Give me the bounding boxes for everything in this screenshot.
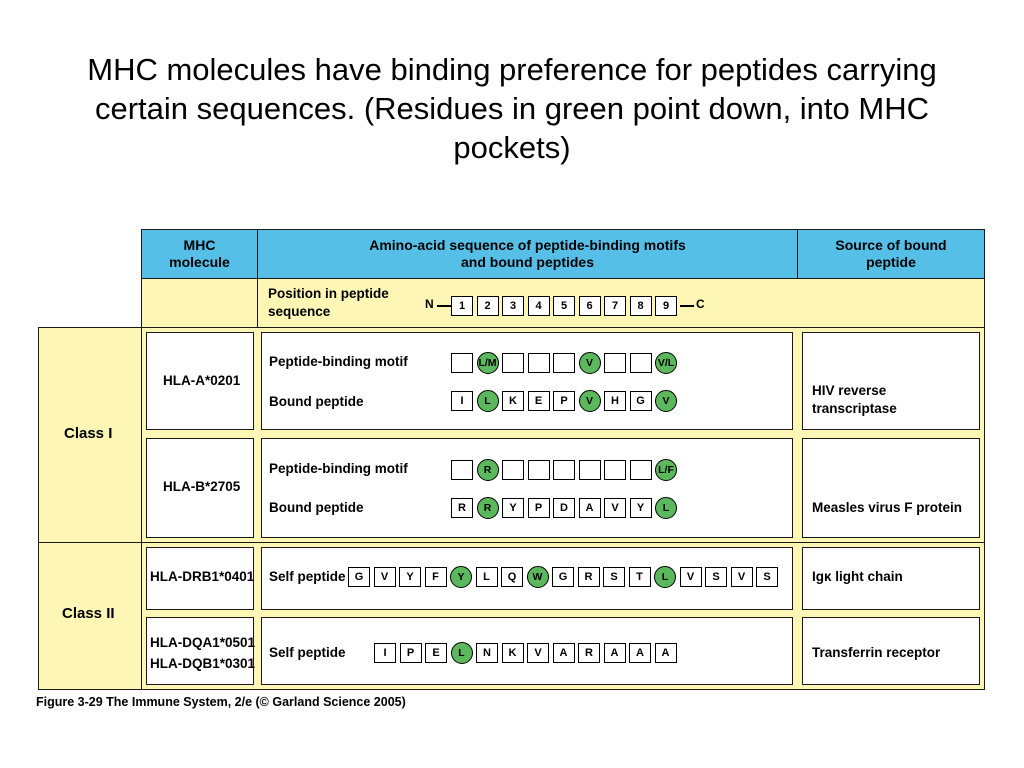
c-terminus-label: C	[696, 297, 705, 311]
anchor-residue: V	[579, 390, 601, 412]
residue-box	[451, 460, 473, 480]
residue-box: I	[374, 643, 396, 663]
residue-box: A	[579, 498, 601, 518]
residue-box: I	[451, 391, 473, 411]
residue-box: Y	[502, 498, 524, 518]
c-terminus-line	[680, 305, 694, 307]
row2-peptide-label: Bound peptide	[269, 500, 364, 515]
position-label: Position in peptide sequence	[268, 286, 389, 319]
residue-box	[502, 460, 524, 480]
anchor-residue: V	[579, 352, 601, 374]
position-box: 1	[451, 296, 473, 316]
row3-peptide-label: Self peptide	[269, 569, 346, 584]
residue-box: N	[476, 643, 498, 663]
row2-mhc-name: HLA-B*2705	[163, 479, 241, 494]
residue-box: V	[374, 567, 396, 587]
anchor-residue: R	[477, 459, 499, 481]
anchor-residue: L/M	[477, 352, 499, 374]
residue-box: F	[425, 567, 447, 587]
residue-box	[630, 353, 652, 373]
row4-peptide-sequence	[374, 643, 680, 663]
position-box: 7	[604, 296, 626, 316]
n-terminus-line	[437, 305, 451, 307]
row4-peptide-label: Self peptide	[269, 645, 346, 660]
row2-motif-sequence	[451, 460, 681, 480]
residue-box: R	[578, 643, 600, 663]
anchor-residue: L	[655, 497, 677, 519]
position-boxes	[451, 296, 681, 316]
residue-box: L	[476, 567, 498, 587]
anchor-residue: V	[655, 390, 677, 412]
residue-box: G	[552, 567, 574, 587]
residue-box: R	[451, 498, 473, 518]
row4-mhc-name-b: HLA-DQB1*0301	[150, 656, 256, 671]
anchor-residue: V/L	[655, 352, 677, 374]
row1-motif-sequence	[451, 353, 681, 373]
class-1-label: Class I	[64, 425, 113, 442]
residue-box	[604, 460, 626, 480]
row2-peptide-sequence	[451, 498, 681, 518]
row4-source: Transferrin receptor	[812, 645, 941, 660]
residue-box: E	[528, 391, 550, 411]
residue-box: P	[400, 643, 422, 663]
residue-box	[604, 353, 626, 373]
anchor-residue: W	[527, 566, 549, 588]
row1-source: HIV reverse transcriptase	[812, 383, 897, 416]
row1-motif-label: Peptide-binding motif	[269, 354, 408, 369]
residue-box: P	[528, 498, 550, 518]
residue-box: G	[630, 391, 652, 411]
residue-box: V	[527, 643, 549, 663]
slide-title: MHC molecules have binding preference for peptides carrying certain sequences. (Residues in green point down, into MHC pockets)	[87, 52, 937, 165]
residue-box: S	[705, 567, 727, 587]
row1-sequence-cell	[261, 332, 793, 430]
row3-source: Igκ light chain	[812, 569, 903, 584]
residue-box: Q	[501, 567, 523, 587]
row4-mhc-name-a: HLA-DQA1*0501	[150, 635, 256, 650]
anchor-residue: Y	[450, 566, 472, 588]
residue-box: Y	[399, 567, 421, 587]
residue-box: T	[629, 567, 651, 587]
row1-mhc-name: HLA-A*0201	[163, 373, 241, 388]
anchor-residue: R	[477, 497, 499, 519]
residue-box: Y	[630, 498, 652, 518]
header-mhc-molecule: MHC molecule	[141, 229, 258, 279]
residue-box: V	[731, 567, 753, 587]
residue-box	[528, 460, 550, 480]
residue-box	[630, 460, 652, 480]
residue-box: V	[680, 567, 702, 587]
residue-box: S	[603, 567, 625, 587]
residue-box: R	[578, 567, 600, 587]
position-box: 6	[579, 296, 601, 316]
position-box: 5	[553, 296, 575, 316]
residue-box: P	[553, 391, 575, 411]
residue-box: A	[553, 643, 575, 663]
row2-source: Measles virus F protein	[812, 500, 963, 515]
figure-caption: Figure 3-29 The Immune System, 2/e (© Garland Science 2005)	[36, 695, 406, 709]
position-box: 3	[502, 296, 524, 316]
row1-peptide-sequence	[451, 391, 681, 411]
position-box: 9	[655, 296, 677, 316]
row2-sequence-cell	[261, 438, 793, 538]
position-band-divider	[141, 278, 258, 328]
row3-peptide-sequence	[348, 567, 782, 587]
position-box: 2	[477, 296, 499, 316]
residue-box: H	[604, 391, 626, 411]
residue-box: A	[655, 643, 677, 663]
residue-box	[553, 460, 575, 480]
anchor-residue: L	[451, 642, 473, 664]
residue-box	[502, 353, 524, 373]
header-amino-acid-sequence: Amino-acid sequence of peptide-binding motifs and bound peptides	[257, 229, 798, 279]
residue-box	[553, 353, 575, 373]
position-box: 8	[630, 296, 652, 316]
residue-box: D	[553, 498, 575, 518]
anchor-residue: L/F	[655, 459, 677, 481]
residue-box: V	[604, 498, 626, 518]
n-terminus-label: N	[425, 297, 434, 311]
row1-peptide-label: Bound peptide	[269, 394, 364, 409]
residue-box	[579, 460, 601, 480]
residue-box: A	[629, 643, 651, 663]
class-2-label: Class II	[62, 605, 115, 622]
row3-mhc-name: HLA-DRB1*0401	[150, 569, 255, 584]
residue-box	[451, 353, 473, 373]
anchor-residue: L	[654, 566, 676, 588]
row2-source-cell	[802, 438, 980, 538]
anchor-residue: L	[477, 390, 499, 412]
header-source: Source of bound peptide	[797, 229, 985, 279]
row2-motif-label: Peptide-binding motif	[269, 461, 408, 476]
residue-box	[528, 353, 550, 373]
residue-box: K	[502, 391, 524, 411]
residue-box: K	[502, 643, 524, 663]
residue-box: S	[756, 567, 778, 587]
residue-box: A	[604, 643, 626, 663]
residue-box: E	[425, 643, 447, 663]
position-box: 4	[528, 296, 550, 316]
residue-box: G	[348, 567, 370, 587]
